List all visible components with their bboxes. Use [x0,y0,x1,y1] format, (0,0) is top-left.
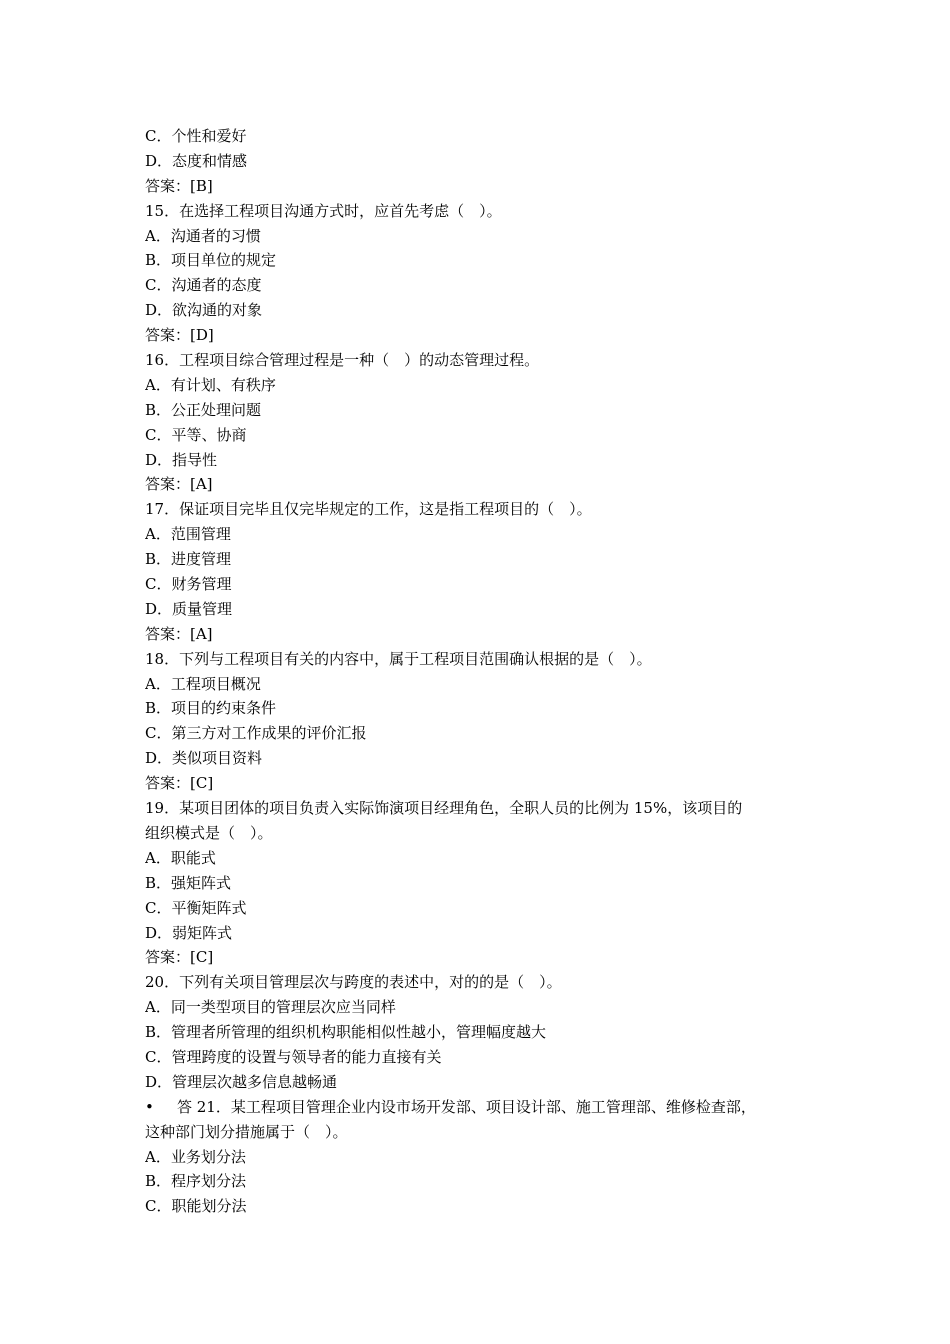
option-c-q14: C．个性和爱好 [145,127,247,145]
document-body [145,124,825,1219]
option-a-q15: A．沟通者的习惯 [145,226,261,245]
option-c-q21: C．职能划分法 [145,1197,247,1216]
option-c-q17: C．财务管理 [145,575,232,594]
question-18: 18．下列与工程项目有关的内容中，属于工程项目范围确认根据的是（ ）。 [145,649,652,668]
option-a-q21: A．业务划分法 [145,1147,246,1166]
option-c-q18: C．第三方对工作成果的评价汇报 [145,724,367,743]
question-17: 17．保证项目完毕且仅完毕规定的工作，这是指工程项目的（ ）。 [145,500,592,519]
option-b-q21: B．程序划分法 [145,1172,247,1191]
answer-q18: 答案：[C] [145,774,214,793]
option-b-q16: B．公正处理问题 [145,400,262,419]
answer-q17: 答案：[A] [145,624,213,643]
option-a-q16: A．有计划、有秩序 [145,375,276,394]
option-d-q20: D．管理层次越多信息越畅通 [145,1072,338,1091]
option-d-q15: D．欲沟通的对象 [145,301,263,320]
question-21-line-2: 这种部门划分措施属于（ ）。 [145,1122,348,1141]
question-21-line-1 [145,1095,825,1120]
option-a-q17: A．范围管理 [145,525,231,544]
option-a-q18: A．工程项目概况 [145,674,261,693]
option-c-q19: C．平衡矩阵式 [145,898,247,917]
option-d-q16: D．指导性 [145,450,218,469]
option-d-q14: D．态度和情感 [145,151,248,170]
question-15: 15．在选择工程项目沟通方式时，应首先考虑（ ）。 [145,201,502,220]
option-c-q20: C．管理跨度的设置与领导者的能力直接有关 [145,1047,442,1066]
question-16: 16．工程项目综合管理过程是一种（ ）的动态管理过程。 [145,351,540,370]
option-c-q15: C．沟通者的态度 [145,276,262,295]
option-b-q17: B．进度管理 [145,550,232,569]
option-b-q19: B．强矩阵式 [145,873,232,892]
option-d-q17: D．质量管理 [145,599,233,618]
question-21-text: 答 21．某工程项目管理企业内设市场开发部、项目设计部、施工管理部、维修检查部， [177,1097,756,1116]
option-b-q15: B．项目单位的规定 [145,251,277,270]
option-b-q18: B．项目的约束条件 [145,699,277,718]
question-19-line-1: 19．某项目团体的项目负责入实际饰演项目经理角色，全职人员的比例为 15%，该项目的 [145,799,743,818]
option-a-q20: A．同一类型项目的管理层次应当同样 [145,998,396,1017]
question-19-line-2: 组织模式是（ ）。 [145,823,273,842]
option-a-q19: A．职能式 [145,848,216,867]
bullet-marker: • [145,1097,154,1116]
option-d-q18: D．类似项目资料 [145,749,263,768]
answer-q14: 答案：[B] [145,176,213,195]
question-20: 20．下列有关项目管理层次与跨度的表述中，对的的是（ ）。 [145,973,562,992]
answer-q15: 答案：[D] [145,326,214,345]
option-c-q16: C．平等、协商 [145,425,247,444]
answer-q19: 答案：[C] [145,948,214,967]
option-b-q20: B．管理者所管理的组织机构职能相似性越小，管理幅度越大 [145,1023,547,1042]
option-d-q19: D．弱矩阵式 [145,923,233,942]
answer-q16: 答案：[A] [145,475,213,494]
